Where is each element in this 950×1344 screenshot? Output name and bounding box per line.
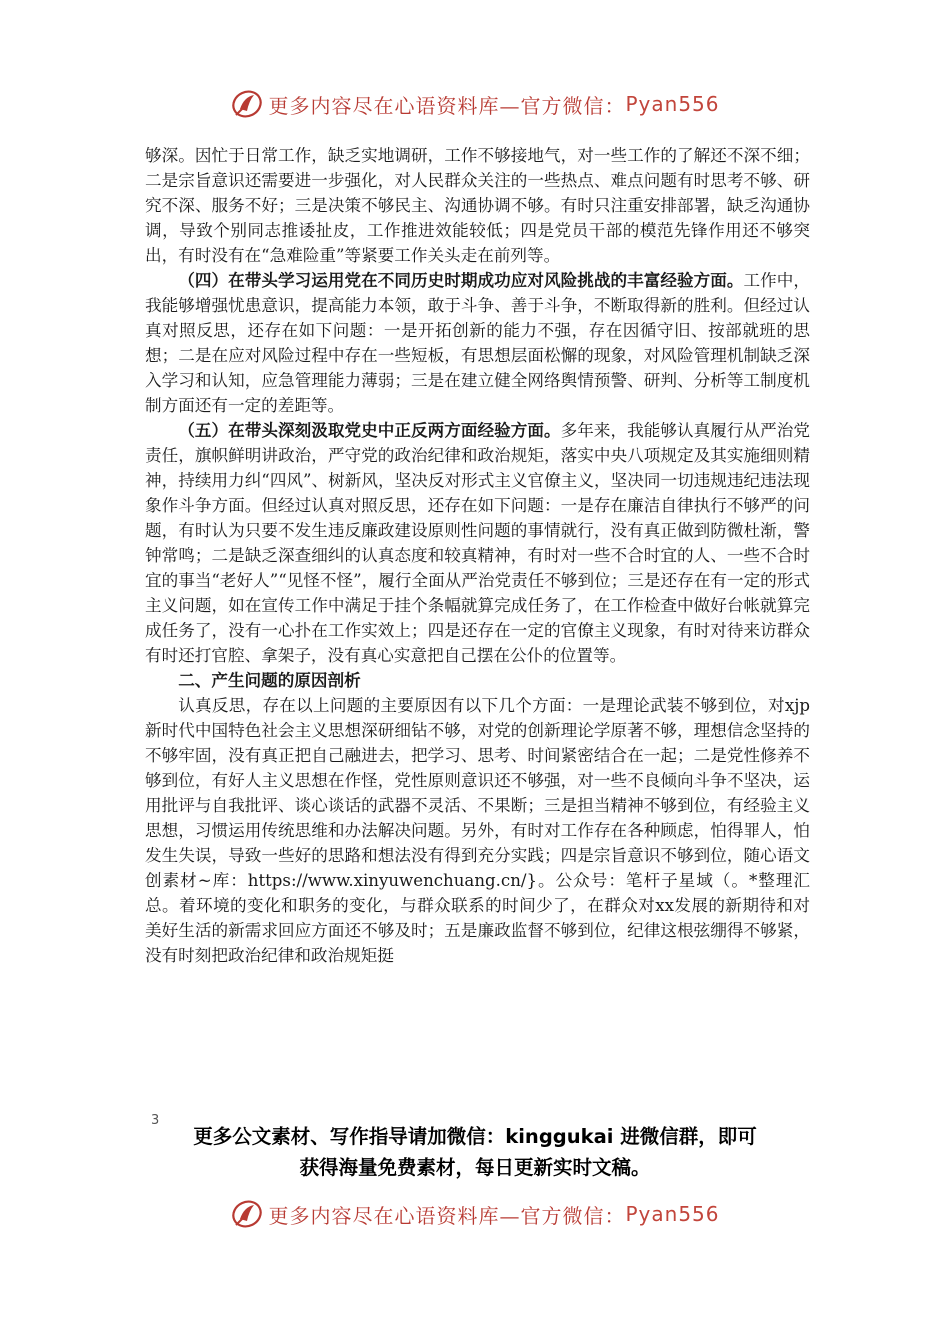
banner-wechat-id: Pyan556: [625, 1202, 720, 1226]
paragraph-2: [145, 268, 810, 418]
promo-line-1: 更多公文素材、写作指导请加微信：kinggukai 进微信群，即可: [193, 1125, 757, 1148]
footer-banner: [0, 1194, 950, 1234]
brand-logo-icon: [230, 1197, 264, 1231]
brand-logo-icon: [230, 87, 264, 121]
banner-text: 更多内容尽在心语资料库—官方微信：: [268, 93, 626, 118]
page-number: 3: [151, 1113, 160, 1128]
banner-text: 更多内容尽在心语资料库—官方微信：: [268, 1203, 626, 1228]
promo-line-2: 获得海量免费素材，每日更新实时文稿。: [299, 1156, 651, 1179]
header-banner: [0, 84, 950, 124]
paragraph-1: 够深。因忙于日常工作，缺乏实地调研，工作不够接地气，对一些工作的了解还不深不细；二是宗旨意识还需要进一步强化，对人民群众关注的一些热点、难点问题有时思考不够、研究不深、服务不好；三是决策不够民主、沟通协调不够。有时只注重安排部署，缺乏沟通协调，导致个别同志推诿扯皮，工作推进效能较低；四是党员干部的模范先锋作用还不够突出，有时没有在“急难险重”等紧要工作关头走在前列等。: [145, 146, 810, 265]
paragraph-3-text: 多年来，我能够认真履行从严治党责任，旗帜鲜明讲政治，严守党的政治纪律和政治规矩，落实中央八项规定及其实施细则精神，持续用力纠“四风”、树新风，坚决反对形式主义官僚主义，坚决同一切违规违纪违法现象作斗争方面。但经过认真对照反思，还存在如下问题：一是存在廉洁自律执行不够严的问题，有时认为只要不发生违反廉政建设原则性问题的事情就行，没有真正做到防微杜渐，警钟常鸣；二是缺乏深查细纠的认真态度和较真精神，有时对一些不合时宜的人、一些不合时宜的事当“老好人”“见怪不怪”，履行全面从严治党责任不够到位；三是还存在有一定的形式主义问题，如在宣传工作中满足于挂个条幅就算完成任务了，在工作检查中做好台帐就算完成任务了，没有一心扑在工作实效上；四是还存在一定的官僚主义现象，有时对待来访群众有时还打官腔、拿架子，没有真心实意把自己摆在公仆的位置等。: [145, 421, 811, 665]
banner-wechat-id: Pyan556: [625, 92, 720, 116]
paragraph-4: 认真反思，存在以上问题的主要原因有以下几个方面：一是理论武装不够到位，对xjp新时代中国特色社会主义思想深研细钻不够，对党的创新理论学原著不够，理想信念坚持的不够牢固，没有真正把自己融进去，把学习、思考、时间紧密结合在一起；二是党性修养不够到位，有好人主义思想在作怪，党性原则意识还不够强，对一些不良倾向斗争不坚决，运用批评与自我批评、谈心谈话的武器不灵活、不果断；三是担当精神不够到位，有经验主义思想，习惯运用传统思维和办法解决问题。另外，有时对工作存在各种顾虑，怕得罪人，怕发生失误，导致一些好的思路和想法没有得到充分实践；四是宗旨意识不够到位，随心语文创素材~库：https://www.xinyuwenchuang.cn/}。公众号：笔杆子星域（。*整理汇总。着环境的变化和职务的变化，与群众联系的时间少了，在群众对xx发展的新期待和对美好生活的新需求回应方面还不够及时；五是廉政监督不够到位，纪律这根弦绷得不够紧，没有时刻把政治纪律和政治规矩挺: [145, 696, 810, 965]
promo-text: [120, 1121, 830, 1183]
section-two-heading: 二、产生问题的原因剖析: [178, 671, 361, 690]
paragraph-2-text: 工作中，我能够增强忧患意识，提高能力本领，敢于斗争、善于斗争，不断取得新的胜利。但经过认真对照反思，还存在如下问题：一是开拓创新的能力不强，存在因循守旧、按部就班的思想；二是在应对风险过程中存在一些短板，有思想层面松懈的现象，对风险管理机制缺乏深入学习和认知，应急管理能力薄弱；三是在建立健全网络舆情预警、研判、分析等工制度机制方面还有一定的差距等。: [145, 271, 811, 415]
section-four-heading: （四）在带头学习运用党在不同历史时期成功应对风险挑战的丰富经验方面。: [178, 271, 744, 290]
section-five-heading: （五）在带头深刻汲取党史中正反两方面经验方面。: [178, 421, 561, 440]
document-body: [145, 143, 810, 968]
paragraph-3: [145, 418, 810, 668]
